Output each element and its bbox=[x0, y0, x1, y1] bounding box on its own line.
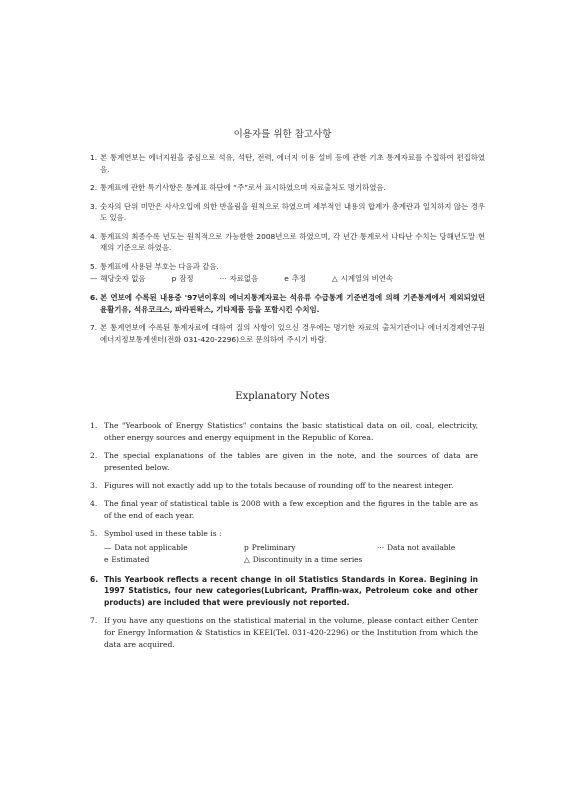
symbol-item: △ 시계열의 비연속 bbox=[332, 274, 394, 283]
symbol-item: e Estimated bbox=[104, 554, 150, 564]
korean-notes-list bbox=[90, 152, 485, 352]
note-number: 7. bbox=[90, 323, 98, 332]
note-text: 통계표에 사용된 부호는 다음과 같음. bbox=[100, 261, 219, 271]
note-number: 5. bbox=[90, 261, 98, 271]
note-number: 1. bbox=[90, 153, 98, 162]
note-text: Symbol used in these table is : bbox=[104, 528, 222, 538]
note-text: 통계표에 관한 특기사항은 통계표 하단에 “주”로서 표시하였으며 자료출처도 명기하였음. bbox=[100, 183, 386, 192]
note-text: This Yearbook reflects a recent change in oil Statistics Standards in Korea. Begining in 1997 Statistics, four new categories(Lubricant, Praffin-wax, Petroleum coke and other products) are included that were previously not reported. bbox=[104, 574, 478, 608]
korean-title: 이용자를 위한 참고사항 bbox=[233, 129, 332, 140]
english-symbol-legend bbox=[104, 542, 478, 566]
english-note-4 bbox=[90, 498, 478, 521]
note-text: 본 통계연보는 에너지원을 중심으로 석유, 석탄, 전력, 에너지 이용 설비 등에 관한 기초 통계자료를 수집하여 편집하였음. bbox=[100, 153, 485, 174]
note-number: 4. bbox=[90, 231, 98, 241]
korean-note-4 bbox=[90, 231, 485, 254]
korean-note-3 bbox=[90, 201, 485, 224]
note-text: If you have any questions on the statistical material in the volume, please contact either Center for Energy Information & Statistics in KEEI(Tel. 031-420-2296) or the Institution from which the data are acquired. bbox=[104, 616, 478, 649]
note-text: 본 통계연보에 수록된 통계자료에 대하여 질의 사항이 있으신 경우에는 명기한 자료의 출처기관이나 에너지경제연구원 에너지정보통계센터(전화 031-420-2296)으로 문의하여 주시기 바람. bbox=[100, 323, 485, 344]
symbol-item: ··· Data not available bbox=[377, 542, 456, 552]
symbol-item: ··· 자료없음 bbox=[219, 274, 259, 283]
english-note-5 bbox=[90, 528, 478, 540]
english-notes-list bbox=[90, 420, 478, 657]
note-text: 통계표의 최종수록 년도는 원칙적으로 가능한한 2008년으로 하였으며, 각 년간 통계로서 나타난 수치는 당해년도말 현재의 기준으로 하였음. bbox=[100, 231, 485, 252]
korean-note-5 bbox=[90, 261, 485, 273]
symbol-item: e 추정 bbox=[284, 274, 307, 283]
note-number: 4. bbox=[90, 499, 98, 509]
note-number: 2. bbox=[90, 183, 98, 192]
korean-symbol-legend bbox=[90, 273, 485, 284]
note-number: 5. bbox=[90, 528, 98, 538]
korean-note-2 bbox=[90, 182, 485, 194]
note-text: The final year of statistical table is 2008 with a few exception and the figures in the table are as of the end of each year. bbox=[104, 499, 478, 520]
korean-note-6 bbox=[90, 292, 485, 315]
english-title: Explanatory Notes bbox=[235, 391, 330, 402]
note-number: 1. bbox=[90, 421, 98, 430]
symbol-item: p Preliminary bbox=[244, 542, 296, 552]
korean-note-7 bbox=[90, 322, 485, 345]
english-note-1 bbox=[90, 420, 478, 443]
english-note-3 bbox=[90, 480, 478, 492]
note-text: 숫자의 단위 미만은 사사오입에 의한 반올림을 원칙으로 하였으며 세부적인 내용의 합계가 총계란과 일치하지 않는 경우도 있음. bbox=[100, 201, 485, 222]
note-text: Figures will not exactly add up to the totals because of rounding off to the nearest integer. bbox=[104, 480, 454, 490]
note-text: 본 연보에 수록된 내용중 '97년이후의 에너지통계자료는 석유류 수급통계 기준변경에 의해 기존통계에서 제외되었던 윤활기유, 석유코크스, 파라핀왁스, 기타제품 등을 포함시킨 수치임. bbox=[100, 293, 485, 314]
note-number: 7. bbox=[90, 616, 98, 626]
note-number: 3. bbox=[90, 201, 98, 211]
note-text: The "Yearbook of Energy Statistics" contains the basic statistical data on oil, coal, electricity, other energy sources and energy equipment in the Republic of Korea. bbox=[104, 421, 478, 442]
note-number: 2. bbox=[90, 450, 98, 460]
note-number: 6. bbox=[90, 293, 98, 302]
korean-note-1 bbox=[90, 152, 485, 175]
english-note-6 bbox=[90, 574, 478, 609]
symbol-item: p 잠정 bbox=[171, 274, 194, 283]
english-note-2 bbox=[90, 450, 478, 473]
note-text: The special explanations of the tables are given in the note, and the sources of data are presented below. bbox=[104, 450, 478, 472]
symbol-item: — 해당숫자 없음 bbox=[90, 274, 146, 283]
symbol-item: △ Discontinuity in a time series bbox=[244, 554, 363, 564]
english-note-7 bbox=[90, 615, 478, 650]
note-number: 6. bbox=[90, 574, 99, 584]
note-number: 3. bbox=[90, 480, 98, 490]
symbol-item: — Data not applicable bbox=[104, 542, 188, 552]
